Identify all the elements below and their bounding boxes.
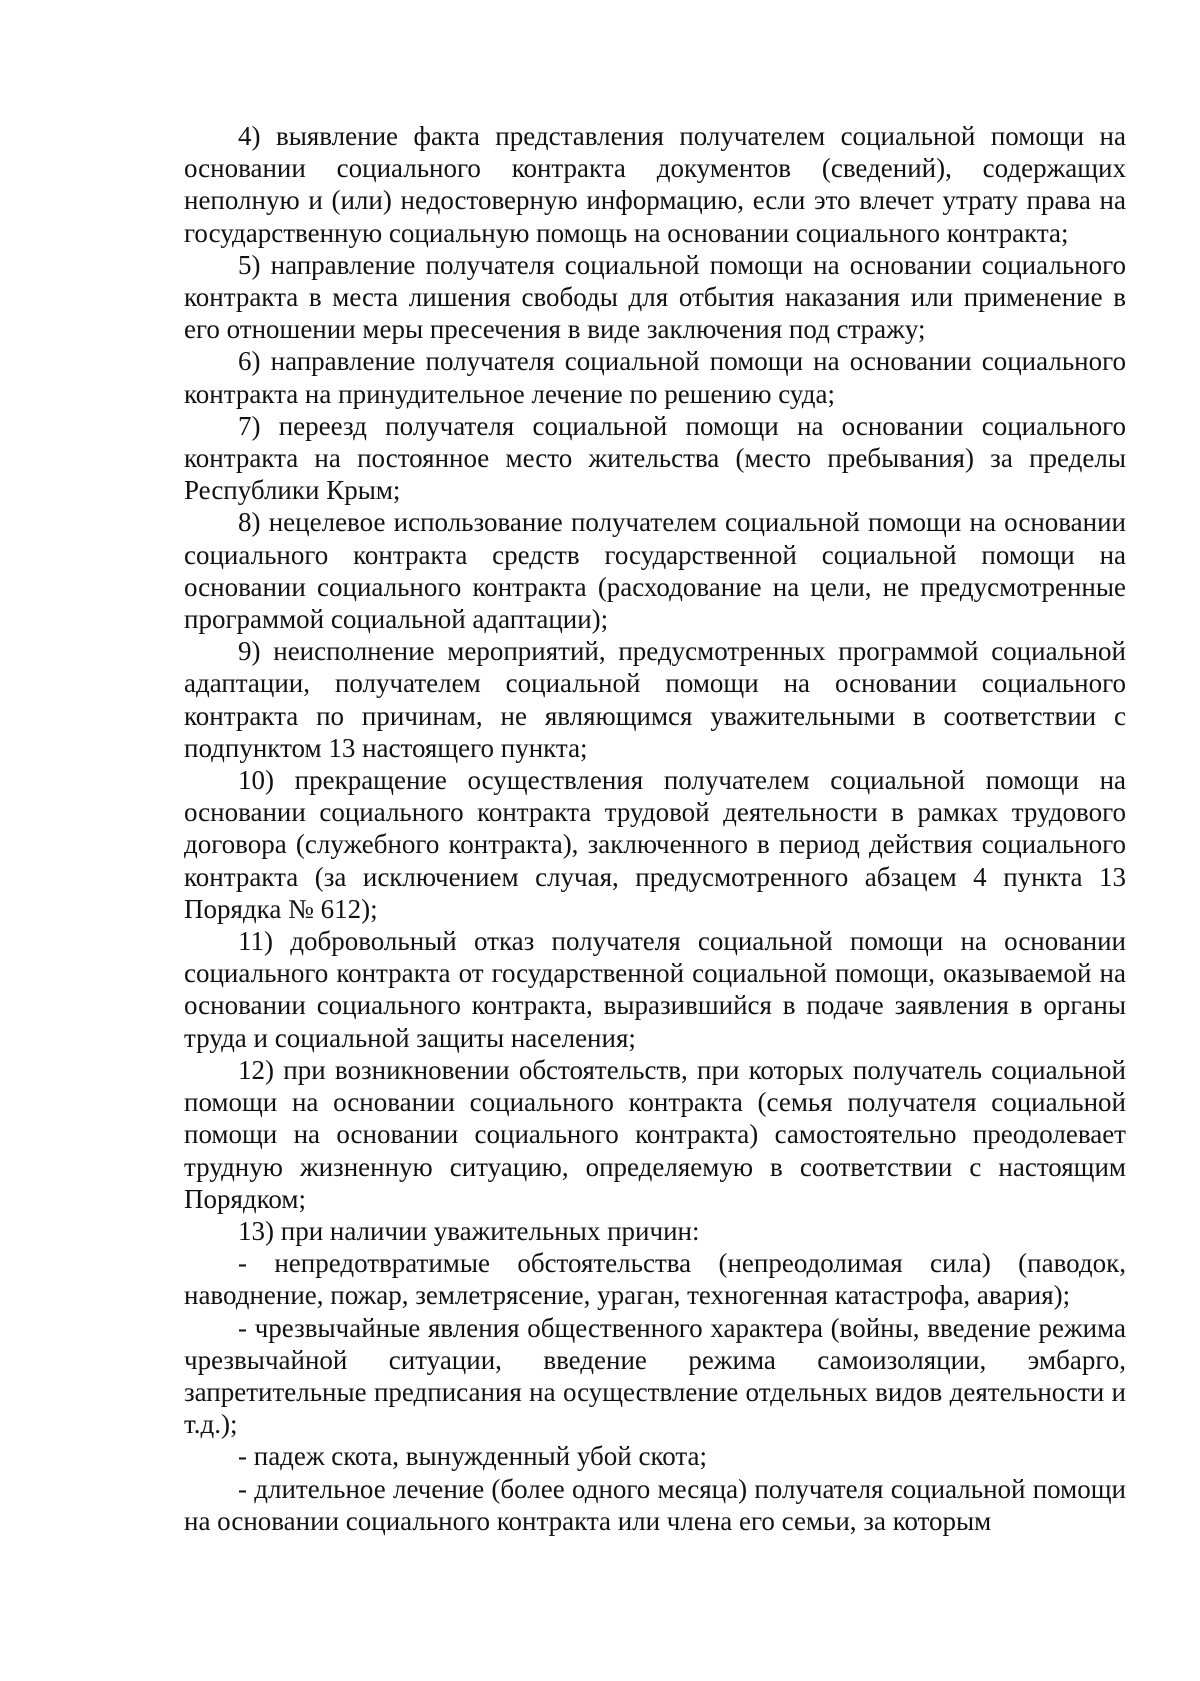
bullet-emergency-events: - чрезвычайные явления общественного характера (войны, введение режима чрезвычайной ситуации, введение режима самоизоляции, эмбарго, запретительные предписания на осуществление отдельных видов деятельности и т.д.); <box>184 1312 1126 1440</box>
bullet-livestock-loss: - падеж скота, вынужденный убой скота; <box>238 1441 707 1472</box>
paragraph-item-12: 12) при возникновении обстоятельств, при которых получатель социальной помощи на основании социального контракта (семья получателя социальной помощи на основании социального контракта) самостоятельно преодолевает трудную жизненную ситуацию, определяемую в соответствии с настоящим Порядком; <box>184 1054 1126 1214</box>
paragraph-item-6: 6) направление получателя социальной помощи на основании социального контракта на принудительное лечение по решению суда; <box>184 346 1126 409</box>
document-page <box>184 120 1126 1537</box>
paragraph-item-7: 7) переезд получателя социальной помощи на основании социального контракта на постоянное место жительства (место пребывания) за пределы Республики Крым; <box>184 410 1126 506</box>
bullet-force-majeure: - непредотвратимые обстоятельства (непреодолимая сила) (паводок, наводнение, пожар, землетрясение, ураган, техногенная катастрофа, авария); <box>184 1248 1126 1311</box>
paragraph-item-11: 11) добровольный отказ получателя социальной помощи на основании социального контракта от государственной социальной помощи, оказываемой на основании социального контракта, выразившийся в подаче заявления в органы труда и социальной защиты населения; <box>184 926 1126 1053</box>
paragraph-item-10: 10) прекращение осуществления получателем социальной помощи на основании социального контракта трудовой деятельности в рамках трудового договора (служебного контракта), заключенного в период действия социального контракта (за исключением случая, предусмотренного абзацем 4 пункта 13 Порядка № 612); <box>184 765 1126 924</box>
paragraph-item-5: 5) направление получателя социальной помощи на основании социального контракта в места лишения свободы для отбытия наказания или применение в его отношении меры пресечения в виде заключения под стражу; <box>184 249 1126 345</box>
paragraph-item-8: 8) нецелевое использование получателем социальной помощи на основании социального контракта средств государственной социальной помощи на основании социального контракта (расходование на цели, не предусмотренные программой социальной адаптации); <box>184 507 1126 635</box>
bullet-long-treatment: - длительное лечение (более одного месяца) получателя социальной помощи на основании социального контракта или члена его семьи, за которым <box>184 1473 1126 1536</box>
paragraph-item-13: 13) при наличии уважительных причин: <box>238 1215 700 1246</box>
paragraph-item-9: 9) неисполнение мероприятий, предусмотренных программой социальной адаптации, получателем социальной помощи на основании социального контракта по причинам, не являющимся уважительными в соответствии с подпунктом 13 настоящего пункта; <box>184 636 1126 763</box>
paragraph-item-4: 4) выявление факта представления получателем социальной помощи на основании социального контракта документов (сведений), содержащих неполную и (или) недостоверную информацию, если это влечет утрату права на государственную социальную помощь на основании социального контракта; <box>184 121 1126 248</box>
